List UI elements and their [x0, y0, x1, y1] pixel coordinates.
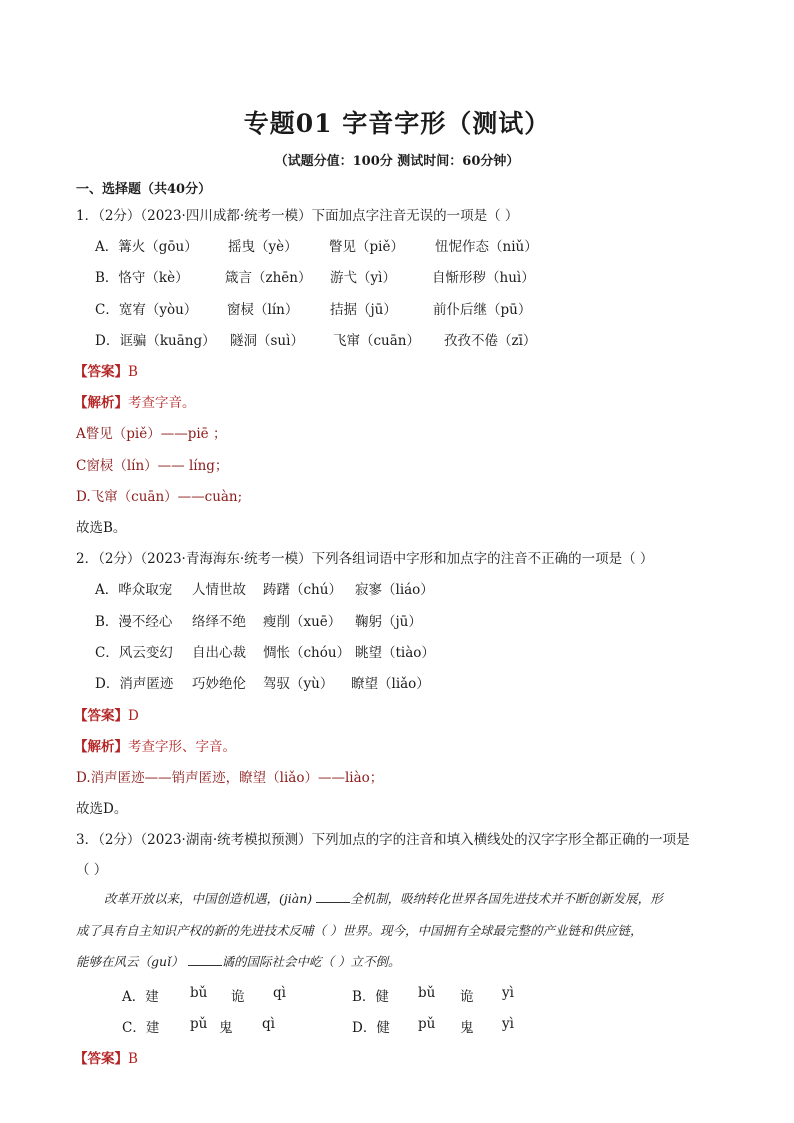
- passage-text: 改革开放以来，中国创造机遇，(jiàn): [104, 891, 313, 906]
- q1-conclusion: 故选B。: [76, 520, 127, 536]
- q1-option-d-4: 孜孜不倦（zī）: [444, 333, 537, 349]
- q3-option-b-2: bǔ: [418, 985, 436, 1001]
- q1-option-c-3: 拮据（jū）: [330, 302, 397, 318]
- q1-option-b-1: B．恪守（kè）: [95, 270, 189, 286]
- q2-option-d-4: 瞭望（liǎo）: [351, 676, 430, 692]
- q2-option-a-1: A．哗众取宠: [95, 582, 173, 598]
- q2-option-a-3: 踌躇（chú）: [263, 582, 342, 598]
- q3-option-c-1: C．建: [122, 1020, 160, 1036]
- fill-blank: [316, 892, 350, 903]
- analysis-tag: 【解析】: [74, 395, 128, 411]
- q3-passage-line-3: [76, 952, 401, 970]
- q2-option-b-4: 鞠躬（jū）: [355, 614, 422, 630]
- q1-option-d-3: 飞窜（cuān）: [333, 333, 420, 349]
- q3-option-d-2: pǔ: [418, 1016, 436, 1032]
- q3-option-a-1: A．建: [122, 989, 159, 1005]
- q1-option-b-4: 自惭形秽（huì）: [432, 270, 535, 286]
- q2-option-d-1: D．消声匿迹: [95, 676, 174, 692]
- fill-blank: [188, 955, 222, 966]
- question-3-stem: 3．（2分）（2023·湖南·统考模拟预测）下列加点的字的注音和填入横线处的汉字字形全都正确的一项是: [76, 832, 690, 848]
- q1-analysis: [74, 391, 196, 411]
- question-1-stem: 1．（2分）（2023·四川成都·统考一模）下面加点字注音无误的一项是（ ）: [76, 208, 519, 224]
- q2-option-b-2: 络绎不绝: [192, 614, 246, 630]
- analysis-tag: 【解析】: [74, 739, 128, 755]
- answer-value: D: [128, 708, 139, 724]
- q3-option-b-3: 诡: [460, 989, 474, 1005]
- analysis-text: 考查字音。: [128, 395, 196, 411]
- q1-option-a-3: 瞥见（piě）: [329, 239, 404, 255]
- q3-option-b-4: yì: [502, 985, 514, 1001]
- q2-option-c-3: 惆怅（chóu）: [263, 645, 351, 661]
- q3-passage-line-2: 成了具有自主知识产权的新的先进技术反哺（ ）世界。现今，中国拥有全球最完整的产业链和供应链，: [76, 923, 643, 938]
- q3-option-b-1: B．健: [352, 989, 389, 1005]
- q1-explanation-line: D.飞窜（cuān）——cuàn;: [76, 489, 243, 505]
- q3-option-c-4: qì: [262, 1016, 275, 1032]
- q1-explanation-line: C窗棂（lín）—— líng；: [76, 458, 229, 474]
- q2-option-a-2: 人情世故: [192, 582, 246, 598]
- q2-option-d-3: 驾驭（yù）: [263, 676, 334, 692]
- answer-tag: 【答案】: [74, 708, 128, 724]
- passage-text: 能够在风云（guǐ）: [76, 954, 184, 969]
- q1-option-c-2: 窗棂（lín）: [227, 302, 299, 318]
- analysis-text: 考查字形、字音。: [128, 739, 236, 755]
- answer-value: B: [128, 364, 138, 380]
- section-heading: 一、选择题（共40分）: [76, 182, 212, 197]
- q1-option-b-3: 游弋（yì）: [330, 270, 396, 286]
- q3-option-d-3: 鬼: [460, 1020, 474, 1036]
- q1-explanation-line: A瞥见（piě）——piē ；: [76, 426, 227, 442]
- q3-passage-line-1: [104, 889, 663, 907]
- answer-tag: 【答案】: [74, 1051, 128, 1067]
- q1-option-a-2: 摇曳（yè）: [228, 239, 298, 255]
- q2-option-a-4: 寂寥（liáo）: [355, 582, 434, 598]
- q1-option-c-4: 前仆后继（pū）: [433, 302, 532, 318]
- answer-value: B: [128, 1051, 138, 1067]
- question-2-stem: 2．（2分）（2023·青海海东·统考一模）下列各组词语中字形和加点字的注音不正确的一项是（ ）: [76, 551, 654, 567]
- q1-option-c-1: C．宽宥（yòu）: [95, 302, 198, 318]
- q1-option-b-2: 箴言（zhēn）: [225, 270, 312, 286]
- q3-option-c-2: pǔ: [190, 1016, 208, 1032]
- q1-option-d-2: 隧洞（suì）: [230, 333, 304, 349]
- q2-analysis: [74, 735, 236, 755]
- page-title: 专题01 字音字形（测试）: [243, 109, 551, 138]
- q2-option-d-2: 巧妙绝伦: [192, 676, 246, 692]
- q2-option-c-2: 自出心裁: [192, 645, 246, 661]
- q3-option-a-4: qì: [273, 985, 286, 1001]
- q2-explanation-line: D.消声匿迹——销声匿迹，瞭望（liǎo）——liào；: [76, 770, 384, 786]
- q3-option-c-3: 鬼: [219, 1020, 233, 1036]
- question-3-stem-cont: （ ）: [76, 862, 108, 878]
- q3-answer: [74, 1047, 138, 1067]
- q3-option-d-1: D．健: [352, 1020, 390, 1036]
- q3-option-d-4: yì: [502, 1016, 514, 1032]
- page-subtitle: （试题分值：100分 测试时间：60分钟）: [274, 154, 520, 169]
- q2-conclusion: 故选D。: [76, 801, 128, 817]
- q1-answer: [74, 360, 138, 380]
- q2-option-b-1: B．漫不经心: [95, 614, 173, 630]
- q2-option-c-4: 眺望（tiào）: [355, 645, 435, 661]
- q2-option-b-3: 瘦削（xuē）: [263, 614, 342, 630]
- q3-option-a-2: bǔ: [190, 985, 208, 1001]
- q2-option-c-1: C．风云变幻: [95, 645, 173, 661]
- passage-text: 谲的国际社会中屹（ ）立不倒。: [221, 954, 401, 969]
- q1-option-a-1: A．篝火（gōu）: [95, 239, 198, 255]
- answer-tag: 【答案】: [74, 364, 128, 380]
- q1-option-a-4: 忸怩作态（niǔ）: [435, 239, 538, 255]
- q3-option-a-3: 诡: [231, 989, 245, 1005]
- q2-answer: [74, 704, 139, 724]
- passage-text: 全机制，吸纳转化世界各国先进技术并不断创新发展，形: [350, 891, 663, 906]
- q1-option-d-1: D．诓骗（kuāng）: [95, 333, 216, 349]
